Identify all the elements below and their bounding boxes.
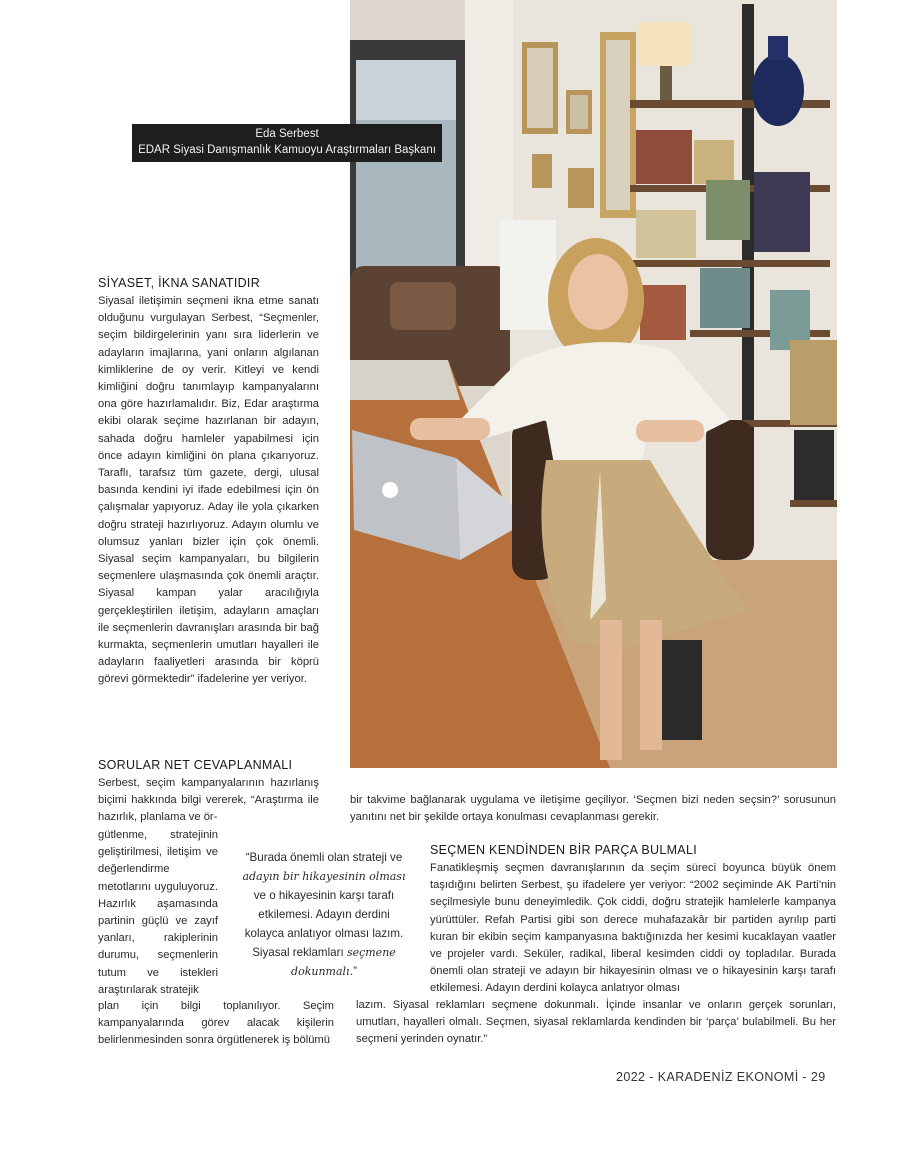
portrait-photo	[350, 0, 837, 768]
section3-heading: SEÇMEN KENDİNDEN BİR PARÇA BULMALI	[430, 843, 697, 857]
section2-narrow-text: gütlenme, stratejinin geliştirilmesi, iletişim ve değerlendirme metotlarını uyguluyoruz. Hazırlık aşamasında partinin güçlü ve zayıf yanları, rakiplerinin durumu, seçmenlerin tutum ve istekleri araştırılarak stratejik	[98, 829, 218, 996]
section2-intro	[98, 775, 319, 827]
section2-heading: SORULAR NET CEVAPLANMALI	[98, 758, 293, 772]
caption-title: EDAR Siyasi Danışmanlık Kamuoyu Araştırmaları Başkanı	[138, 144, 436, 156]
quote-emphasis-1: adayın bir hikayesinin olması	[242, 870, 406, 883]
quote-end: ”	[353, 965, 357, 978]
section1-heading: SİYASET, İKNA SANATIDIR	[98, 276, 261, 290]
pull-quote	[238, 848, 410, 981]
section3-tail	[356, 997, 836, 1049]
section1-text: Siyasal iletişimin seçmeni ikna etme sanatı olduğunu vurgulayan Serbest, “Seçmenler, seçim bildirgelerinin yanı sıra liderlerin ve adayların imajlarına, yani onların algılanan kimliklerine de oy verir. Kitleyi ve kendi kimliğini doğru tanımlayıp kampanyalarını ona göre hazırlamalıdır. Biz, Edar araştırma ekibi olarak seçime hazırlanan bir adayın, sahada doğru hamleler yapabilmesi için önce adayın kimliğini ön plana çıkarıyoruz. Taraflı, tarafsız tüm gazete, dergi, ulusal basında kendini iyi ifade edebilmesi için ön çalışmalar yapıyoruz. Aday ile yola çıkarken doğru strateji hazırlıyoruz. Adayın olumlu ve olumsuz yanları bizler için çok önemli. Siyasal seçim kampanyaları, bu bilgilerin seçmenlere ulaşmasında çok önemli araçtır. Siyasal kampan yalar aracılığıyla gerçekleştirilen iletişim, adayların amaçları ile seçmenlerin davranışları arasında bir bağ kurmakta, seçmenlerin umutları hayalleri ile adayların faaliyetleri arasında bir köprü görevi görmektedir” ifadelerine yer veriyor.	[98, 295, 319, 686]
section2-outro-text: plan için bilgi toplanılıyor. Seçim kampanyalarında görev alacak kişilerin belirlenmesinden sonra örgütlenerek iş bölümü	[98, 1000, 334, 1047]
section2-continued	[350, 792, 836, 826]
photo-caption	[132, 124, 442, 162]
page-footer: 2022 - KARADENİZ EKONOMİ - 29	[616, 1070, 826, 1084]
section2-outro	[98, 998, 334, 1050]
quote-part1: “Burada önemli olan strateji ve	[245, 851, 403, 864]
quote-part2: ve o hikayesinin karşı tarafı etkilemesi. Adayın derdini kolayca anlatıyor olması lazım. Siyasal reklamları	[244, 889, 404, 959]
caption-name: Eda Serbest	[255, 128, 319, 140]
section2-narrow-column	[98, 827, 218, 999]
section3-text: Fanatikleşmiş seçmen davranışlarının da seçim süreci boyunca büyük önem taşıdığını belirten Serbest, şu ifadelere yer veriyor: “2002 seçiminde AK Parti’nin seçilmesiyle bunu deneyimledik. Çok ciddi, doğru stratejik hamlelerle kampanya yürüttüler. Refah Partisi gibi son derece muhafazakâr bir partiden ayrılıp parti kuran bir ekibin seçim kampanyasına baktığınızda her kesimi kucaklayan vaatler ve projeler vardı. Seküler, radikal, liberal kesimden ciddi oy topladılar. Burada önemli olan strateji ve adayın bir hikayesinin olması ve o hikayesinin karşı tarafı etkilemesi. Adayın derdini kolayca anlatıyor olması	[430, 862, 836, 995]
section2-intro-text: Serbest, seçim kampanyalarının hazırlanış biçimi hakkında bilgi vererek, “Araştırma ile hazırlık, planlama ve ör-	[98, 777, 319, 824]
section2-continued-text: bir takvime bağlanarak uygulama ve iletişime geçiliyor. ‘Seçmen bizi neden seçsin?’ sorusunun yanıtını net bir şekilde ortaya konulması cevaplanması gerekir.	[350, 794, 836, 824]
section1-body	[98, 293, 319, 689]
quote-emphasis-2: seçmene dokunmalı.	[291, 946, 396, 978]
section3-tail-text: lazım. Siyasal reklamları seçmene dokunmalı. İçinde insanlar ve onların gerçek sorunları, umutları, hayalleri olmalı. Seçmen, siyasal reklamlarda kendinden bir ‘parça’ bulabilmeli. Bu her seçmeni yerinden oynatır.”	[356, 999, 836, 1046]
section3-body	[430, 860, 836, 998]
